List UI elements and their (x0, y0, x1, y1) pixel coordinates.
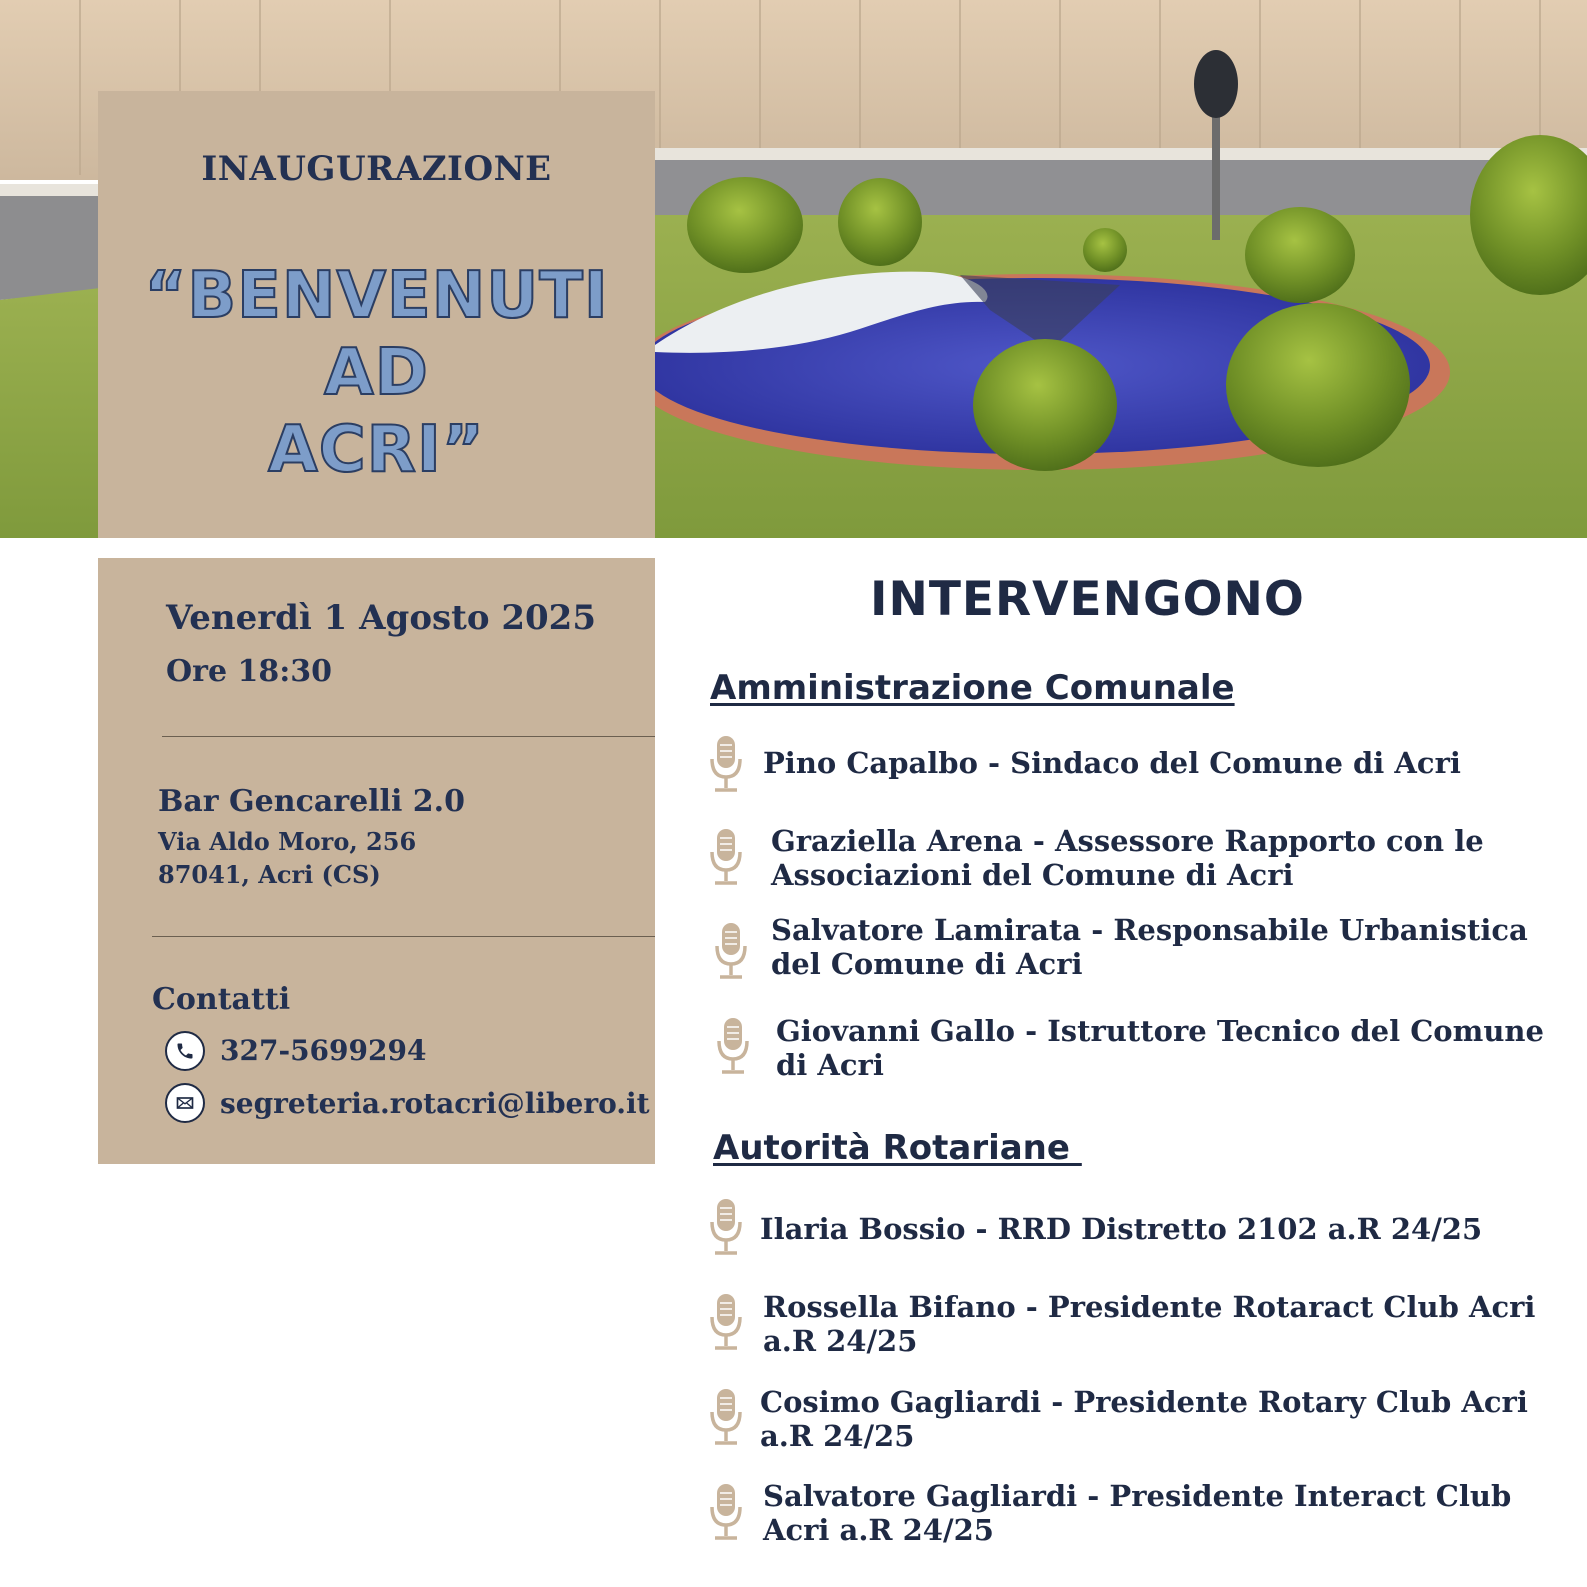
speakers-heading: INTERVENGONO (870, 572, 1305, 627)
speaker-line-1: Salvatore Gagliardi - Presidente Interact Club (763, 1479, 1512, 1513)
event-date: Venerdì 1 Agosto 2025 (166, 598, 596, 638)
microphone-icon (710, 1388, 742, 1446)
speaker-line-1: Ilaria Bossio - RRD Distretto 2102 a.R 24/25 (760, 1212, 1483, 1246)
venue-address-line1: Via Aldo Moro, 256 (158, 827, 417, 856)
speaker-line-2: a.R 24/25 (763, 1324, 918, 1358)
speaker-line-1: Graziella Arena - Assessore Rapporto con le (771, 824, 1484, 858)
event-kicker: INAUGURAZIONE (201, 149, 552, 189)
speaker-line-2: Associazioni del Comune di Acri (771, 858, 1294, 892)
speaker-item (760, 1385, 1550, 1453)
email-address[interactable]: segreteria.rotacri@libero.it (220, 1087, 650, 1120)
group-title-comune: Amministrazione Comunale (710, 668, 1235, 708)
microphone-icon (710, 1483, 742, 1541)
speaker-line-1: Rossella Bifano - Presidente Rotaract Club Acri (763, 1290, 1536, 1324)
microphone-icon (710, 735, 742, 793)
speaker-line-1: Giovanni Gallo - Istruttore Tecnico del Comune (776, 1014, 1544, 1048)
event-title-line-2: AD (324, 336, 429, 410)
speaker-item (776, 1014, 1566, 1082)
speaker-item (771, 824, 1561, 892)
group-title-rotariane: Autorità Rotariane (713, 1128, 1082, 1168)
microphone-icon (710, 828, 742, 886)
microphone-icon (710, 1198, 742, 1256)
speaker-line-1: Pino Capalbo - Sindaco del Comune di Acri (763, 746, 1461, 780)
speaker-line-2: Acri a.R 24/25 (763, 1513, 994, 1547)
event-title-line-3: ACRI” (268, 413, 485, 487)
event-title-line-1: “BENVENUTI (144, 259, 609, 333)
title-box (98, 91, 655, 538)
speaker-line-2: a.R 24/25 (760, 1419, 915, 1453)
event-info-box (98, 558, 655, 1164)
event-time: Ore 18:30 (166, 654, 333, 689)
envelope-icon (165, 1083, 205, 1123)
phone-icon (165, 1031, 205, 1071)
speaker-line-2: di Acri (776, 1048, 884, 1082)
contacts-label: Contatti (152, 982, 291, 1017)
venue-name: Bar Gencarelli 2.0 (158, 784, 465, 819)
speaker-item (763, 1479, 1553, 1547)
speaker-item (760, 1212, 1550, 1246)
speaker-line-1: Salvatore Lamirata - Responsabile Urbanistica (771, 913, 1528, 947)
speaker-line-2: del Comune di Acri (771, 947, 1083, 981)
divider (162, 736, 655, 737)
speaker-line-1: Cosimo Gagliardi - Presidente Rotary Club Acri (760, 1385, 1528, 1419)
speaker-item (763, 1290, 1553, 1358)
speaker-item (763, 746, 1553, 780)
divider (152, 936, 655, 937)
microphone-icon (715, 922, 747, 980)
venue-address-line2: 87041, Acri (CS) (158, 860, 381, 889)
microphone-icon (717, 1017, 749, 1075)
microphone-icon (710, 1293, 742, 1351)
speaker-item (771, 913, 1561, 981)
phone-number[interactable]: 327-5699294 (220, 1034, 427, 1067)
